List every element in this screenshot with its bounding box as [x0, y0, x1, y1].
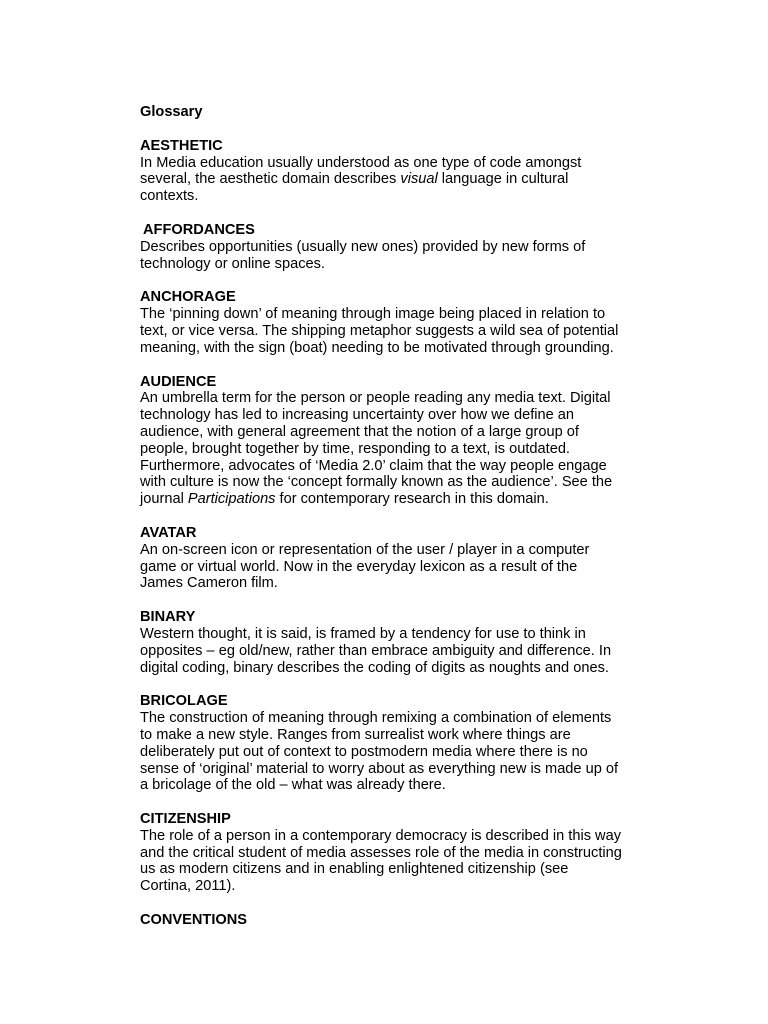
term-heading: AFFORDANCES — [143, 221, 255, 238]
term-definition: An on-screen icon or representation of the user / player in a computer game or virtual world. Now in the everyday lexicon as a result of the James Cameron film. — [140, 541, 590, 592]
glossary-entry-aesthetic — [140, 138, 660, 205]
glossary-entry-anchorage — [140, 289, 660, 356]
term-heading: AVATAR — [140, 524, 197, 541]
glossary-entry-citizenship — [140, 811, 660, 895]
definition-text: for contemporary research in this domain. — [275, 491, 549, 508]
term-definition: Western thought, it is said, is framed by a tendency for use to think in opposites – eg old/new, rather than embrace ambiguity and difference. In digital coding, binary describes the coding of digits as noughts and ones. — [140, 625, 612, 676]
definition-text: An umbrella term for the person or people reading any media text. Digital technology has led to increasing uncertainty over how we define an audience, with general agreement that the notion of a large group of people, brought together by time, responding to a text, is outdated. Furthermore, advocates of ‘Media 2.0’ claim that the way people engage with culture is now the ‘concept formally known as the audience’. See the journal — [140, 390, 613, 508]
term-definition: The ‘pinning down’ of meaning through image being placed in relation to text, or vice versa. The shipping metaphor suggests a wild sea of potential meaning, with the sign (boat) needing to be motivated through grounding. — [140, 306, 619, 356]
term-heading: CITIZENSHIP — [140, 811, 231, 828]
glossary-page — [140, 104, 660, 946]
page-title: Glossary — [140, 104, 203, 120]
term-heading: CONVENTIONS — [140, 912, 248, 929]
term-heading: BINARY — [140, 609, 196, 626]
term-heading: BRICOLAGE — [140, 693, 228, 710]
definition-emphasis: Participations — [187, 491, 276, 508]
glossary-entry-conventions — [140, 912, 660, 929]
glossary-entry-avatar — [140, 525, 660, 592]
term-definition: The role of a person in a contemporary democracy is described in this way and the critical student of media assesses role of the media in constructing us as modern citizens and in enabling enlightened citizenship (see Cortina, 2011). — [140, 827, 622, 895]
definition-text: In Media education usually understood as one type of code amongst several, the aesthetic domain describes — [140, 154, 582, 188]
glossary-entry-audience — [140, 374, 660, 508]
term-heading: AUDIENCE — [140, 373, 217, 390]
term-heading: ANCHORAGE — [140, 289, 236, 306]
term-definition: The construction of meaning through remixing a combination of elements to make a new style. Ranges from surrealist work where things are deliberately put out of context to postmodern media where there is no sense of ‘original’ material to worry about as everything new is made up of a bricolage of the old – what was already there. — [140, 710, 619, 794]
glossary-entry-binary — [140, 609, 660, 676]
glossary-entry-affordances — [140, 222, 660, 272]
glossary-entry-bricolage — [140, 693, 660, 794]
term-definition — [140, 390, 660, 508]
definition-text: language in cultural contexts. — [140, 171, 569, 205]
term-definition — [140, 155, 660, 205]
definition-emphasis: visual — [400, 171, 438, 188]
term-heading: AESTHETIC — [140, 137, 223, 154]
term-definition: Describes opportunities (usually new ones) provided by new forms of technology or online spaces. — [140, 238, 586, 272]
